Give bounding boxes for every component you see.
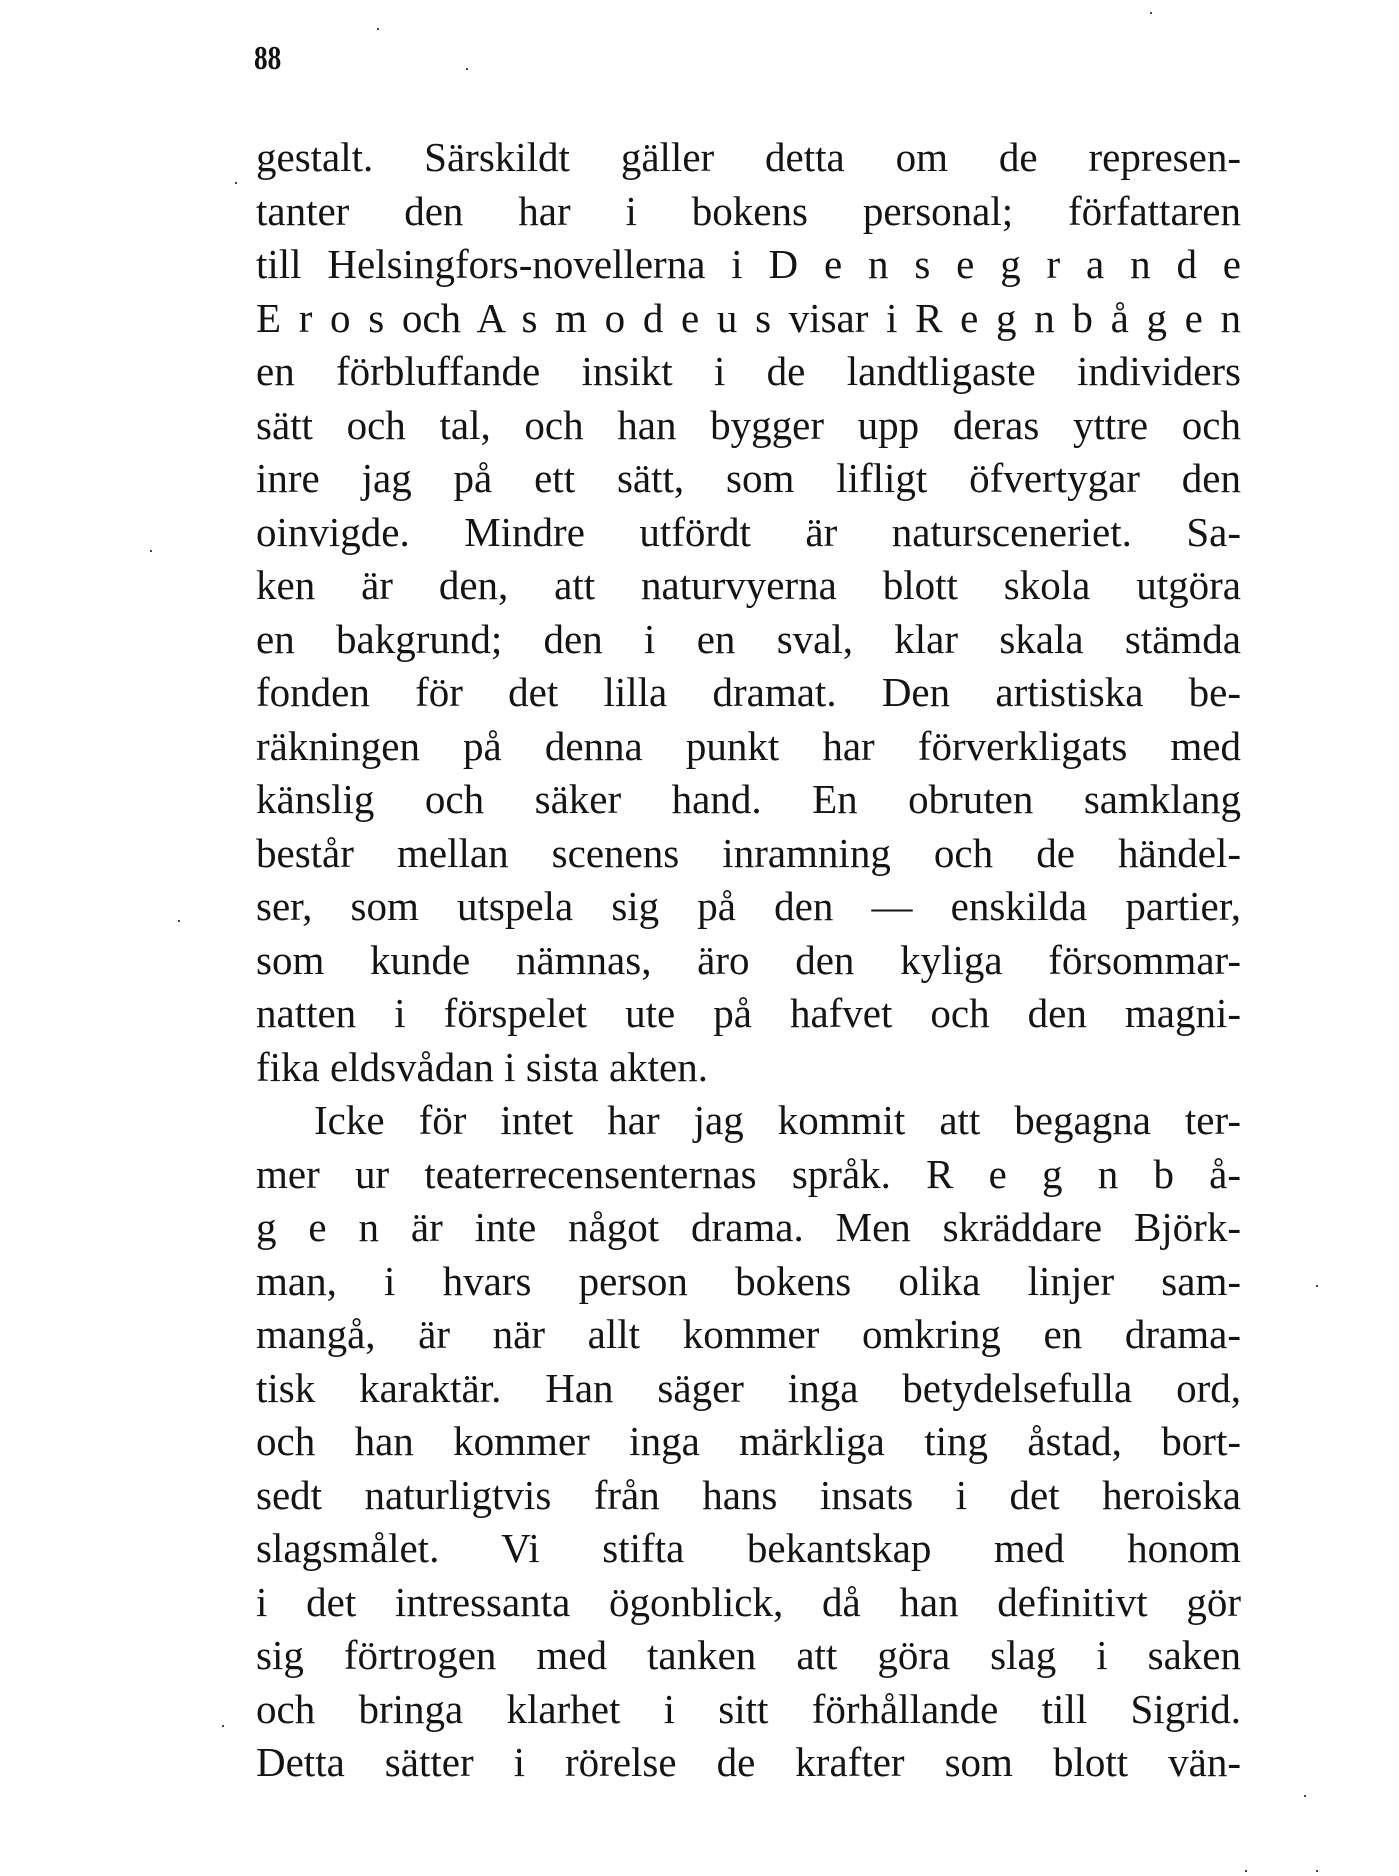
text-line: fonden för det lilla dramat. Den artistiska be- [256, 669, 1241, 715]
text-line: inre jag på ett sätt, som lifligt öfvertygar den [256, 455, 1241, 501]
text-line: sig förtrogen med tanken att göra slag i saken [256, 1632, 1241, 1678]
text-line: sätt och tal, och han bygger upp deras yttre och [256, 401, 1241, 448]
text-line: känslig och säker hand. En obruten samklang [256, 776, 1241, 822]
scan-speck [178, 920, 180, 922]
body-text [256, 131, 1241, 1790]
text-line: oinvigde. Mindre utfördt är natursceneriet. Sa- [256, 508, 1241, 555]
text-line: slagsmålet. Vi stifta bekantskap med honom [256, 1525, 1241, 1571]
scan-speck [150, 550, 152, 552]
text-line: Detta sätter i rörelse de krafter som blott vän- [256, 1739, 1241, 1785]
scan-speck [222, 1725, 224, 1727]
text-line: till Helsingfors-novellerna i D e n s e g r a n d e [256, 241, 1241, 287]
text-line: E r o s och A s m o d e u s visar i R e g n b å g e n [256, 294, 1241, 341]
text-line: en bakgrund; den i en sval, klar skala stämda [256, 615, 1241, 662]
text-line: gestalt. Särskildt gäller detta om de represen- [256, 134, 1241, 180]
text-line: och bringa klarhet i sitt förhållande till Sigrid. [256, 1685, 1241, 1732]
text-line: en förbluffande insikt i de landtligaste individers [256, 348, 1241, 394]
text-line: räkningen på denna punkt har förverkligats med [256, 722, 1241, 769]
text-line: g e n är inte något drama. Men skräddare Björk- [256, 1204, 1241, 1250]
text-line: som kunde nämnas, äro den kyliga försommar- [256, 936, 1241, 983]
text-line: ken är den, att naturvyerna blott skola utgöra [256, 562, 1241, 608]
text-line: tanter den har i bokens personal; författaren [256, 187, 1241, 234]
scan-speck [1316, 1285, 1318, 1287]
scan-speck [377, 28, 379, 30]
text-line: ser, som utspela sig på den — enskilda partier, [256, 883, 1241, 929]
page-number: 88 [254, 40, 282, 77]
text-line: fika eldsvådan i sista akten. [256, 1043, 709, 1090]
scan-speck [235, 182, 237, 184]
text-line: sedt naturligtvis från hans insats i det heroiska [256, 1471, 1241, 1518]
scan-speck [1245, 1870, 1247, 1872]
scan-speck [1316, 1870, 1318, 1872]
text-line: består mellan scenens inramning och de händel- [256, 829, 1241, 876]
text-line: och han kommer inga märkliga ting åstad, bort- [256, 1418, 1241, 1464]
text-line: i det intressanta ögonblick, då han definitivt gör [256, 1578, 1241, 1625]
text-line: tisk karaktär. Han säger inga betydelsefulla ord, [256, 1364, 1241, 1411]
scan-speck [1304, 1795, 1306, 1797]
text-line: natten i förspelet ute på hafvet och den magni- [256, 990, 1241, 1036]
scan-speck [466, 68, 468, 70]
scan-speck [1150, 12, 1152, 14]
text-line: mer ur teaterrecensenternas språk. R e g n b å- [256, 1150, 1241, 1197]
text-line: mangå, är när allt kommer omkring en drama- [256, 1311, 1241, 1357]
text-line: man, i hvars person bokens olika linjer sam- [256, 1257, 1241, 1304]
text-line: Icke för intet har jag kommit att begagna ter- [314, 1097, 1241, 1143]
